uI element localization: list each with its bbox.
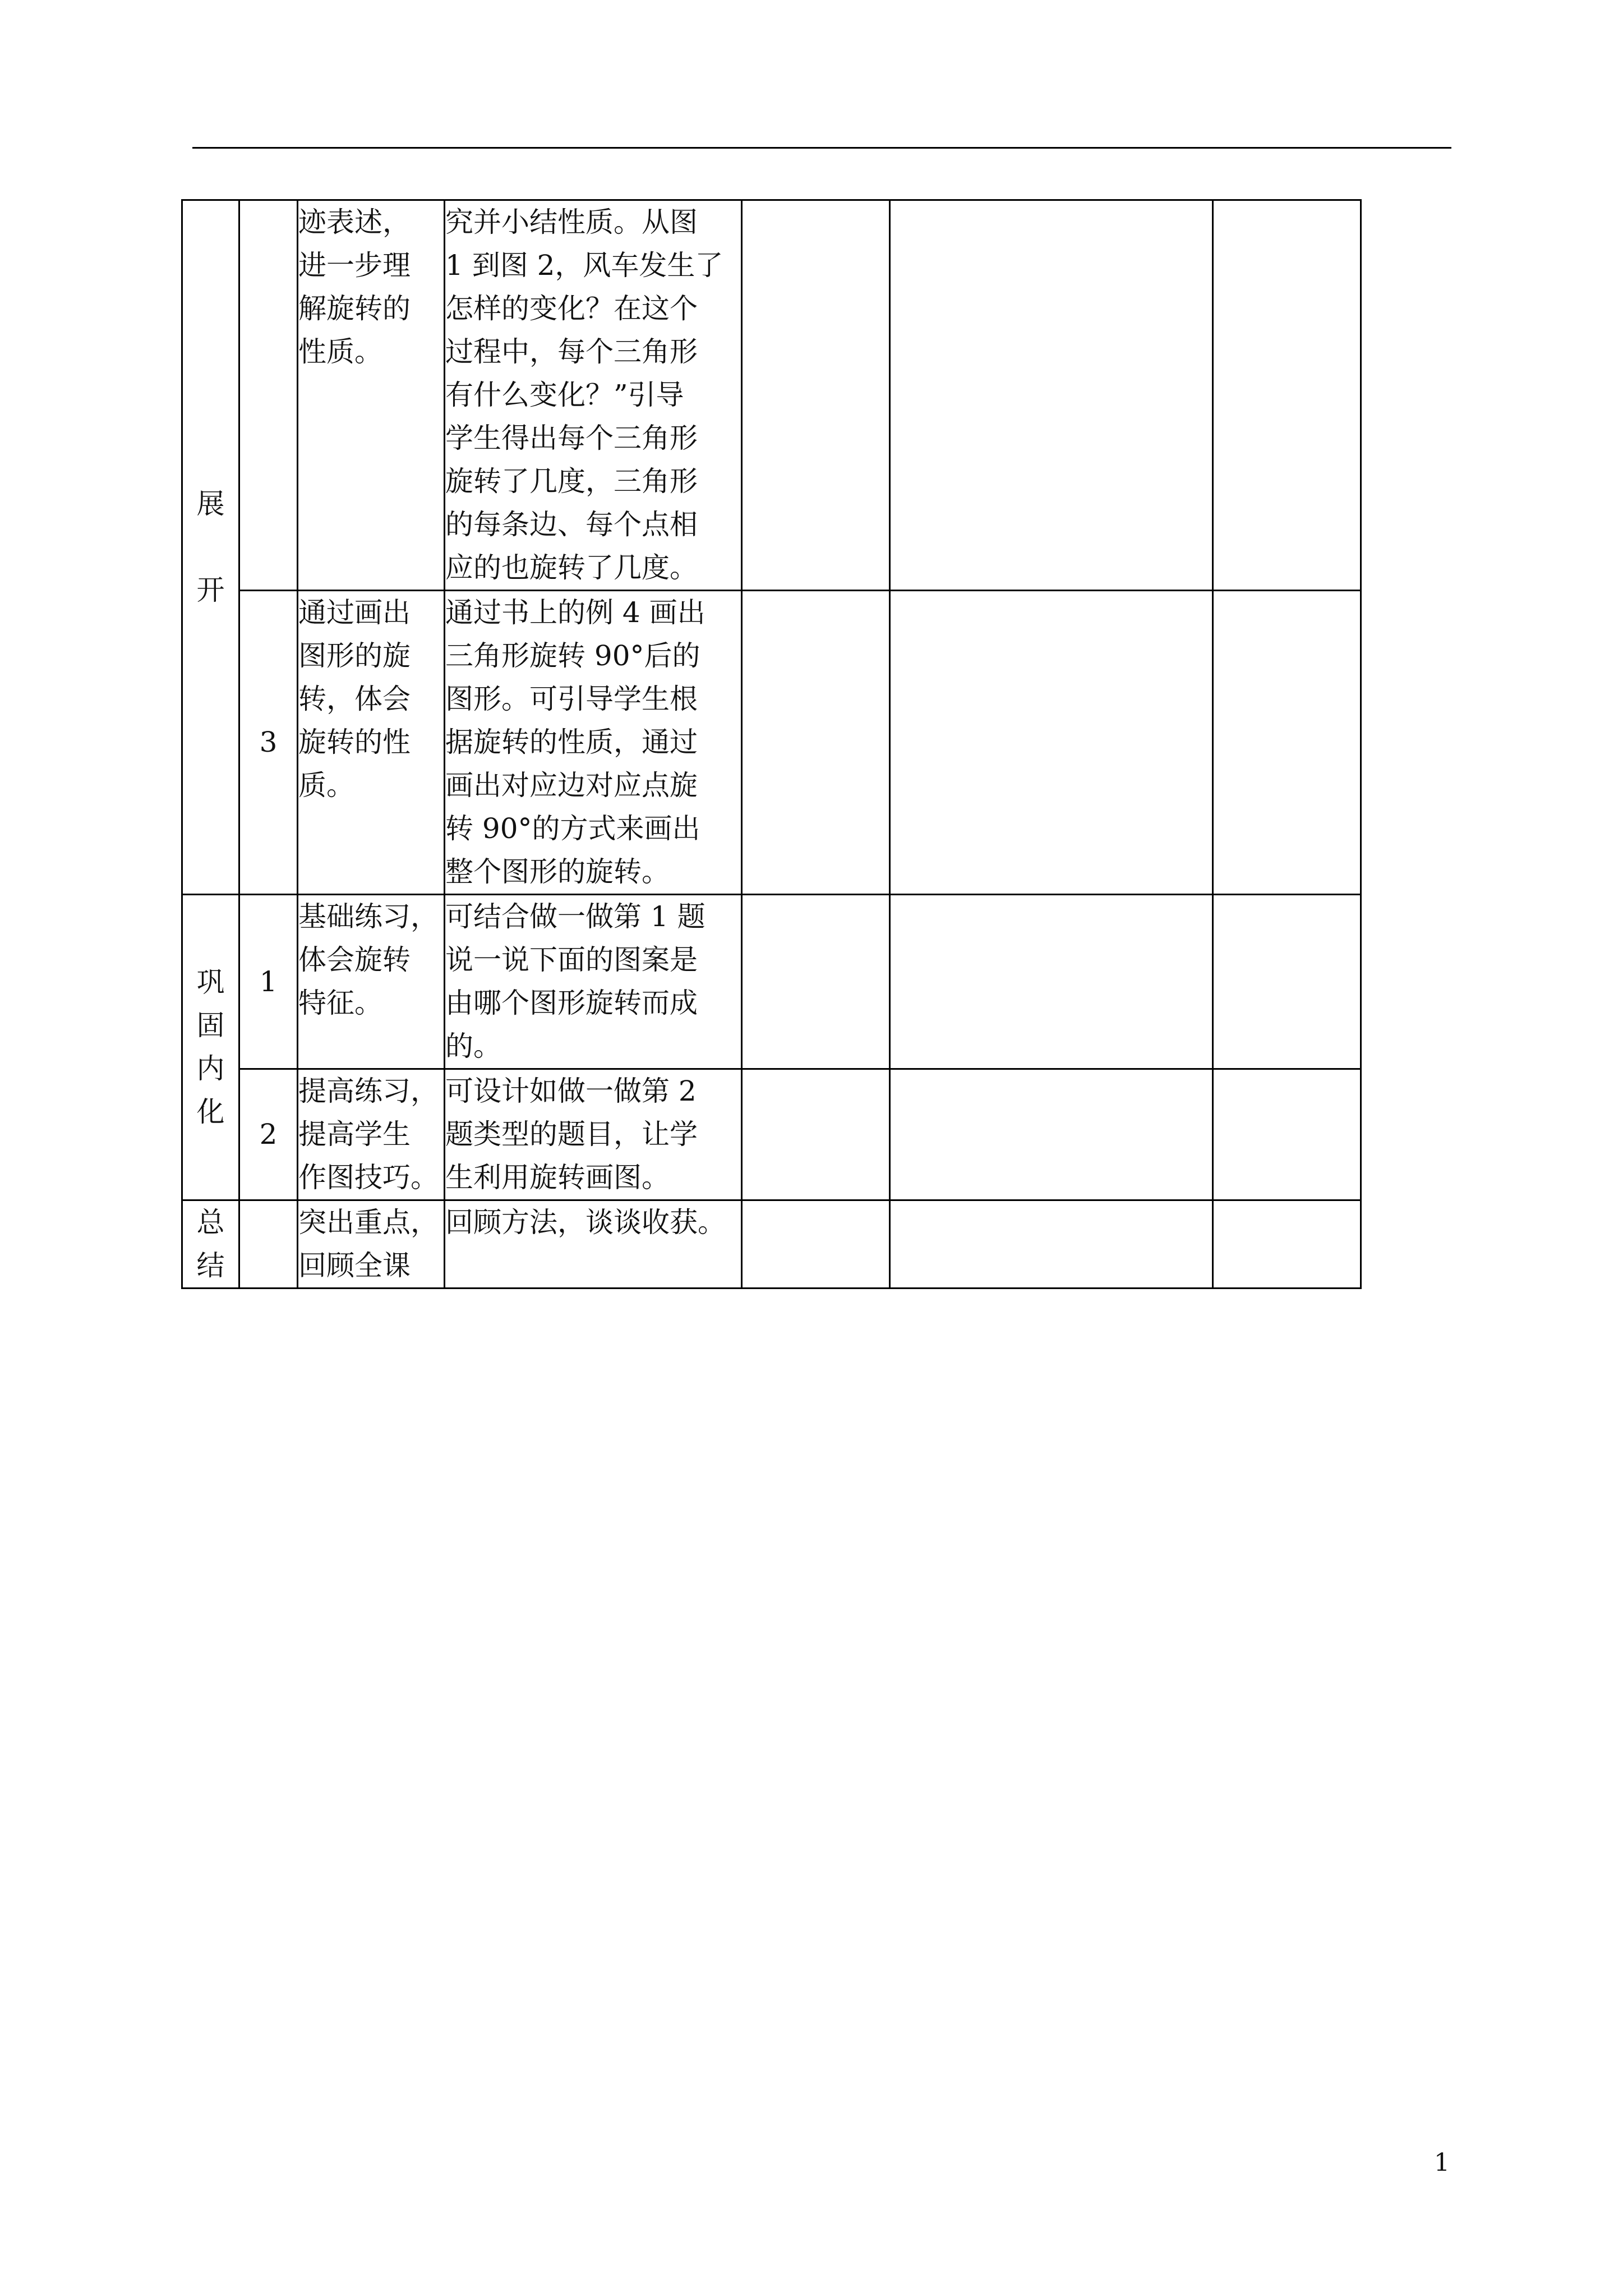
header-rule [192,147,1451,149]
empty-cell [742,895,890,1069]
page-number: 1 [1434,2148,1450,2177]
empty-cell [742,1069,890,1200]
goal-cell: 突出重点， 回顾全课 [298,1200,445,1289]
step-number-cell: 2 [239,1069,298,1200]
activity-cell: 回顾方法，谈谈收获。 [445,1200,742,1289]
table-row [182,591,1361,895]
empty-cell [1213,200,1361,591]
stage-cell-summary: 总 结 [182,1200,239,1289]
stage-cell-expand: 展 开 [182,200,239,895]
empty-cell [890,1069,1213,1200]
step-number-cell [239,200,298,591]
activity-cell: 可设计如做一做第 2 题类型的题目，让学 生利用旋转画图。 [445,1069,742,1200]
activity-cell: 通过书上的例 4 画出 三角形旋转 90°后的 图形。可引导学生根 据旋转的性质，通过 画出对应边对应点旋 转 90°的方式来画出 整个图形的旋转。 [445,591,742,895]
step-number-cell [239,1200,298,1289]
empty-cell [1213,1200,1361,1289]
goal-cell: 迹表述， 进一步理 解旋转的 性质。 [298,200,445,591]
goal-cell: 提高练习， 提高学生 作图技巧。 [298,1069,445,1200]
step-number-cell: 1 [239,895,298,1069]
table-row [182,1200,1361,1289]
empty-cell [742,200,890,591]
empty-cell [742,1200,890,1289]
activity-cell: 究并小结性质。从图 1 到图 2，风车发生了 怎样的变化？在这个 过程中，每个三角形 有什么变化？”引导 学生得出每个三角形 旋转了几度，三角形 的每条边、每个点相 应的也旋转了几度。 [445,200,742,591]
step-number-cell: 3 [239,591,298,895]
goal-cell: 基础练习， 体会旋转 特征。 [298,895,445,1069]
goal-cell: 通过画出 图形的旋 转，体会 旋转的性 质。 [298,591,445,895]
table-row [182,895,1361,1069]
activity-cell: 可结合做一做第 1 题 说一说下面的图案是 由哪个图形旋转而成 的。 [445,895,742,1069]
lesson-plan-table [181,199,1362,1289]
empty-cell [890,200,1213,591]
empty-cell [742,591,890,895]
table-row [182,200,1361,591]
empty-cell [1213,591,1361,895]
empty-cell [1213,1069,1361,1200]
empty-cell [890,1200,1213,1289]
empty-cell [890,895,1213,1069]
empty-cell [890,591,1213,895]
stage-cell-consolidate: 巩 固 内 化 [182,895,239,1200]
empty-cell [1213,895,1361,1069]
table-row [182,1069,1361,1200]
